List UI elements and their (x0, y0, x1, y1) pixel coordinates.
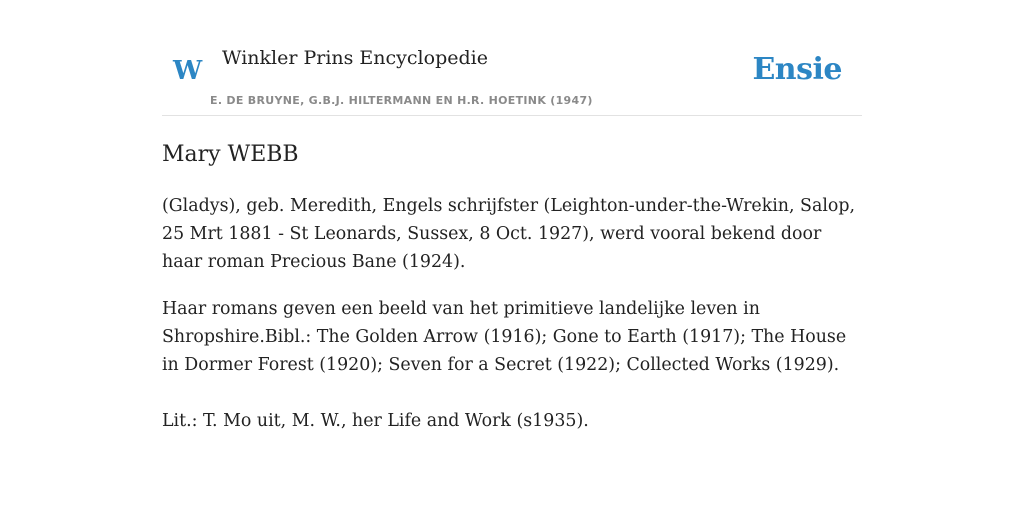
site-title[interactable]: Winkler Prins Encyclopedie (222, 47, 488, 69)
article-title: Mary WEBB (162, 142, 299, 167)
edition-authors: E. DE BRUYNE, G.B.J. HILTERMANN EN H.R. HOETINK (1947) (210, 94, 593, 107)
article-paragraph-literature: Lit.: T. Mo uit, M. W., her Life and Work (s1935). (162, 411, 589, 431)
ensie-brand-logo[interactable]: Ensie (752, 52, 842, 87)
site-header (162, 38, 862, 116)
article-paragraph-bibliography: Haar romans geven een beeld van het primitieve landelijke leven in Shropshire.Bibl.: The Golden Arrow (1916); Gone to Earth (1917); The House in Dormer Forest (1920); Seven for a Secret (1922); Collected Works (1929). (162, 299, 847, 375)
winkler-prins-logo-icon[interactable]: W (173, 56, 203, 86)
article-paragraph-intro: (Gladys), geb. Meredith, Engels schrijfster (Leighton-under-the-Wrekin, Salop, 25 Mrt 1881 - St Leonards, Sussex, 8 Oct. 1927), werd vooral bekend door haar roman Precious Bane (1924). (162, 196, 856, 272)
